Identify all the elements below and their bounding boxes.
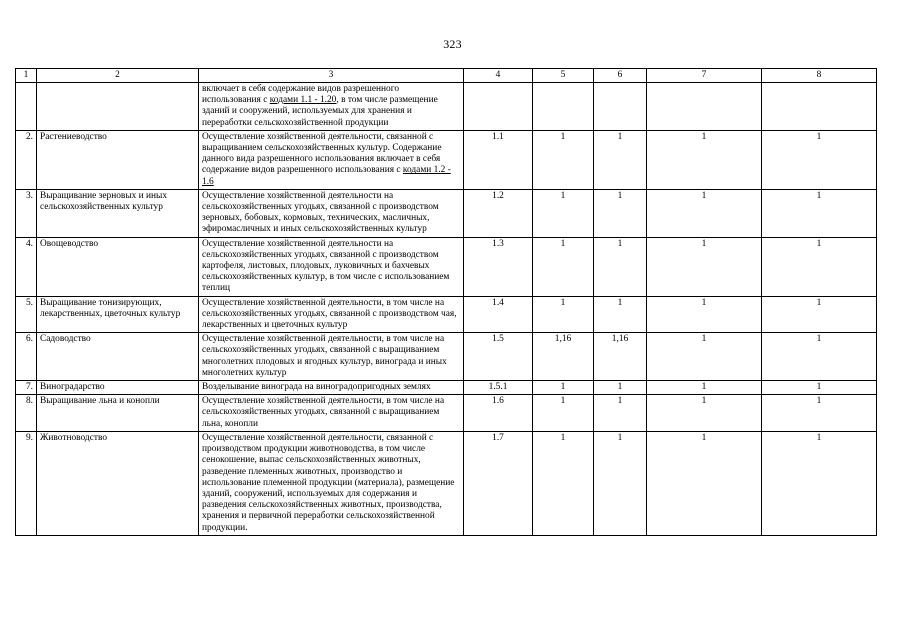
value-cell: 1 bbox=[647, 296, 762, 333]
row-number-cell: 2. bbox=[16, 130, 37, 189]
value-cell: 1 bbox=[594, 189, 647, 237]
value-cell: 1 bbox=[762, 296, 877, 333]
column-header: 2 bbox=[37, 69, 199, 83]
value-cell: 1 bbox=[762, 130, 877, 189]
column-header: 6 bbox=[594, 69, 647, 83]
description-cell bbox=[199, 296, 464, 333]
column-header: 5 bbox=[533, 69, 594, 83]
description-cell bbox=[199, 237, 464, 296]
value-cell: 1 bbox=[533, 189, 594, 237]
value-cell: 1 bbox=[533, 130, 594, 189]
type-name-cell: Овощеводство bbox=[37, 237, 199, 296]
table-row bbox=[16, 130, 877, 189]
value-cell bbox=[647, 83, 762, 131]
value-cell: 1 bbox=[533, 296, 594, 333]
value-cell: 1,16 bbox=[594, 333, 647, 381]
table-row bbox=[16, 296, 877, 333]
column-header: 8 bbox=[762, 69, 877, 83]
table-row bbox=[16, 189, 877, 237]
value-cell: 1 bbox=[594, 296, 647, 333]
description-text: Осуществление хозяйственной деятельности, в том числе на сельскохозяйственных угодьях, связанной с выращиванием многолетних плодовых и ягодных культур, винограда и иных многолетних культур bbox=[202, 334, 447, 378]
row-number-cell: 7. bbox=[16, 381, 37, 395]
value-cell bbox=[762, 83, 877, 131]
type-name-cell: Животноводство bbox=[37, 431, 199, 535]
code-cell: 1.2 bbox=[464, 189, 533, 237]
code-cell: 1.4 bbox=[464, 296, 533, 333]
column-header: 4 bbox=[464, 69, 533, 83]
type-name-cell: Растениеводство bbox=[37, 130, 199, 189]
code-cell: 1.7 bbox=[464, 431, 533, 535]
code-link[interactable]: кодами 1.2 - 1.6 bbox=[202, 165, 451, 187]
row-number-cell: 3. bbox=[16, 189, 37, 237]
row-number-cell: 4. bbox=[16, 237, 37, 296]
row-number-cell bbox=[16, 83, 37, 131]
table-row bbox=[16, 381, 877, 395]
type-name-cell: Выращивание льна и конопли bbox=[37, 395, 199, 432]
page-number: 323 bbox=[443, 37, 462, 51]
description-text: включает в себя содержание видов разрешенного использования с bbox=[202, 84, 400, 106]
description-text: Осуществление хозяйственной деятельности на сельскохозяйственных угодьях, связанной с производством картофеля, листовых, плодовых, луковичных и бахчевых сельскохозяйственных культур, в том числе с использованием теплиц bbox=[202, 238, 450, 294]
value-cell: 1,16 bbox=[533, 333, 594, 381]
row-number-cell: 6. bbox=[16, 333, 37, 381]
column-header: 1 bbox=[16, 69, 37, 83]
description-text: Осуществление хозяйственной деятельности на сельскохозяйственных угодьях, связанной с производством зерновых, бобовых, кормовых, технических, масличных, эфиромасличных и иных сельскохозяйственных культур bbox=[202, 190, 439, 235]
code-cell: 1.6 bbox=[464, 395, 533, 432]
value-cell: 1 bbox=[762, 237, 877, 296]
value-cell: 1 bbox=[647, 381, 762, 395]
code-cell: 1.1 bbox=[464, 130, 533, 189]
row-number-cell: 8. bbox=[16, 395, 37, 432]
value-cell: 1 bbox=[594, 395, 647, 432]
value-cell: 1 bbox=[533, 237, 594, 296]
value-cell: 1 bbox=[533, 395, 594, 432]
description-cell bbox=[199, 333, 464, 381]
description-cell bbox=[199, 431, 464, 535]
description-text: Возделывание винограда на виноградопригодных землях bbox=[202, 382, 431, 393]
description-cell bbox=[199, 381, 464, 395]
value-cell: 1 bbox=[647, 431, 762, 535]
value-cell: 1 bbox=[594, 130, 647, 189]
code-cell: 1.5 bbox=[464, 333, 533, 381]
row-number-cell: 5. bbox=[16, 296, 37, 333]
description-text: Осуществление хозяйственной деятельности, в том числе на сельскохозяйственных угодьях, связанной с выращиванием льна, конопли bbox=[202, 396, 445, 429]
value-cell: 1 bbox=[647, 237, 762, 296]
table-row-continuation bbox=[16, 83, 877, 131]
description-text: , в том числе размещение зданий и сооружений, используемых для хранения и переработки сельскохозяйственной продукции bbox=[202, 95, 438, 128]
description-cell bbox=[199, 130, 464, 189]
code-cell: 1.5.1 bbox=[464, 381, 533, 395]
row-number-cell: 9. bbox=[16, 431, 37, 535]
type-name-cell: Виноградарство bbox=[37, 381, 199, 395]
description-text: Осуществление хозяйственной деятельности, в том числе на сельскохозяйственных угодьях, связанной с производством чая, лекарственных и цветочных культур bbox=[202, 297, 457, 331]
type-name-cell: Выращивание зерновых и иных сельскохозяйственных культур bbox=[37, 189, 199, 237]
table-row bbox=[16, 395, 877, 432]
value-cell bbox=[533, 83, 594, 131]
value-cell: 1 bbox=[762, 333, 877, 381]
value-cell: 1 bbox=[762, 431, 877, 535]
value-cell: 1 bbox=[647, 130, 762, 189]
description-text: Осуществление хозяйственной деятельности, связанной с производством продукции животноводства, в том числе сенокошение, выпас сельскохозяйственных животных, разведение племенных животных, производство и использование племенной продукции (материала), размещение зданий, сооружений, используемых для содержания и разведения сельскохозяйственных животных, производства, хранения и первичной переработки сельскохозяйственной продукции. bbox=[202, 432, 455, 533]
description-cell bbox=[199, 189, 464, 237]
type-name-cell bbox=[37, 83, 199, 131]
value-cell: 1 bbox=[762, 381, 877, 395]
type-name-cell: Выращивание тонизирующих, лекарственных, цветочных культур bbox=[37, 296, 199, 333]
column-header: 3 bbox=[199, 69, 464, 83]
column-header: 7 bbox=[647, 69, 762, 83]
table-row bbox=[16, 333, 877, 381]
value-cell: 1 bbox=[533, 381, 594, 395]
table-header-row bbox=[16, 69, 877, 83]
land-use-table bbox=[15, 68, 877, 536]
code-link[interactable]: кодами 1.1 - 1.20 bbox=[269, 95, 337, 106]
value-cell: 1 bbox=[594, 381, 647, 395]
value-cell: 1 bbox=[762, 395, 877, 432]
table-row bbox=[16, 237, 877, 296]
description-cell bbox=[199, 395, 464, 432]
description-text: Осуществление хозяйственной деятельности, связанной с выращиванием сельскохозяйственных культур. Содержание данного вида разрешенного использования включает в себя содержание видов разрешенного использования с bbox=[202, 131, 442, 176]
code-cell bbox=[464, 83, 533, 131]
code-cell: 1.3 bbox=[464, 237, 533, 296]
table-row bbox=[16, 431, 877, 535]
value-cell: 1 bbox=[647, 395, 762, 432]
value-cell: 1 bbox=[594, 431, 647, 535]
value-cell bbox=[594, 83, 647, 131]
value-cell: 1 bbox=[594, 237, 647, 296]
description-cell bbox=[199, 83, 464, 131]
value-cell: 1 bbox=[533, 431, 594, 535]
type-name-cell: Садоводство bbox=[37, 333, 199, 381]
value-cell: 1 bbox=[762, 189, 877, 237]
value-cell: 1 bbox=[647, 189, 762, 237]
value-cell: 1 bbox=[647, 333, 762, 381]
